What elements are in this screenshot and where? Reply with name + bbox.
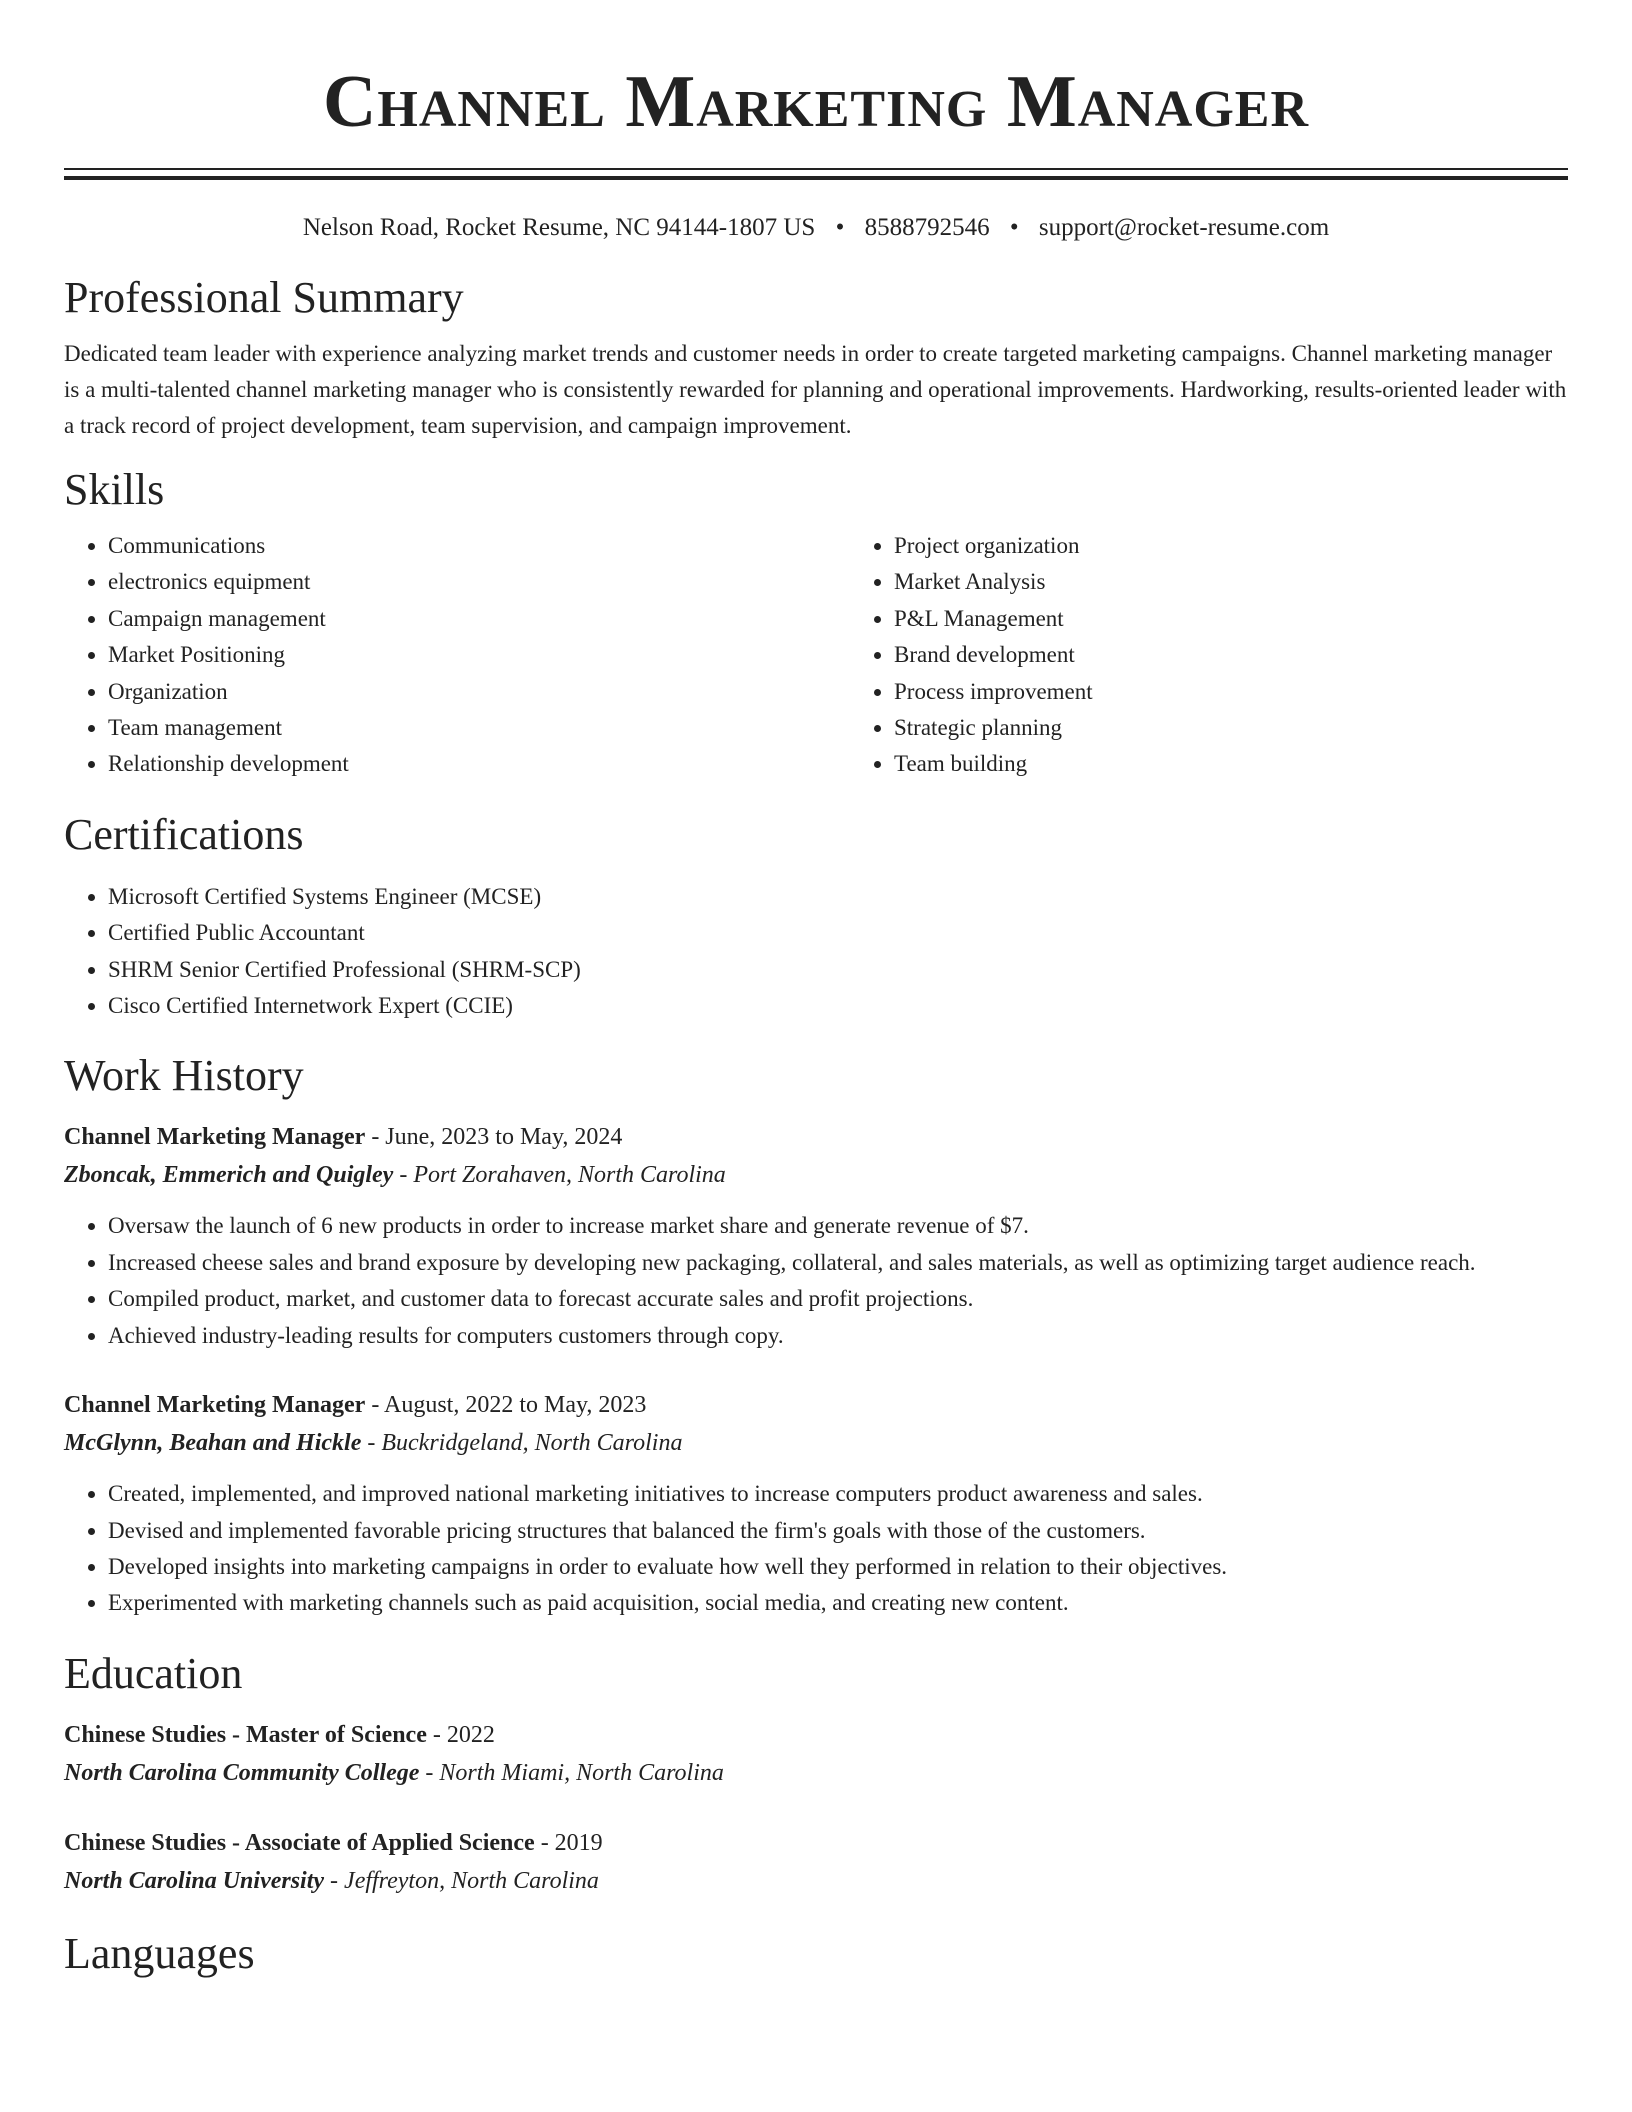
job-bullet: • Created, implemented, and improved national marketing initiatives to increase computers product awareness and sales. — [108, 1476, 1568, 1512]
skill-item: • electronics equipment — [108, 564, 850, 600]
education-degree: Chinese Studies - Master of Science — [64, 1721, 427, 1748]
education-school: North Carolina Community College — [64, 1759, 420, 1786]
job-dates: - June, 2023 to May, 2024 — [371, 1124, 623, 1151]
job-header — [64, 1386, 1568, 1424]
education-location: - North Miami, North Carolina — [425, 1759, 724, 1786]
job-title: Channel Marketing Manager — [64, 1392, 366, 1419]
job-company: Zboncak, Emmerich and Quigley — [64, 1162, 394, 1189]
skill-item: • Market Positioning — [108, 637, 850, 673]
skill-item: • Strategic planning — [894, 710, 1093, 746]
certifications-heading: Certifications — [64, 809, 304, 859]
education-school-line — [64, 1754, 1568, 1792]
skills-list-left — [64, 528, 850, 783]
certification-item: • SHRM Senior Certified Professional (SHRM-SCP) — [108, 952, 1568, 988]
job-entry — [64, 1386, 1568, 1622]
contact-email: support@rocket-resume.com — [1038, 214, 1330, 241]
job-bullet: • Increased cheese sales and brand exposure by developing new packaging, collateral, and sales materials, as well as optimizing target audience reach. — [108, 1245, 1568, 1281]
job-bullet: • Devised and implemented favorable pricing structures that balanced the firm's goals with those of the customers. — [108, 1513, 1568, 1549]
skill-item: • Market Analysis — [894, 564, 1093, 600]
job-entry — [64, 1118, 1568, 1354]
summary-heading: Professional Summary — [64, 273, 464, 322]
education-location: - Jeffreyton, North Carolina — [330, 1867, 599, 1894]
title-divider-thin — [64, 168, 1568, 170]
languages-heading: Languages — [64, 1928, 255, 1978]
education-header — [64, 1716, 1568, 1754]
title-divider-thick — [64, 176, 1568, 180]
contact-separator: • — [835, 214, 845, 241]
certifications-list — [64, 879, 1568, 1025]
job-dates: - August, 2022 to May, 2023 — [371, 1392, 647, 1419]
certification-item: • Cisco Certified Internetwork Expert (CCIE) — [108, 988, 1568, 1024]
skill-item: • Brand development — [894, 637, 1093, 673]
job-location: - Buckridgeland, North Carolina — [367, 1430, 683, 1457]
job-bullet: • Oversaw the launch of 6 new products in order to increase market share and generate revenue of $7. — [108, 1208, 1568, 1244]
job-company: McGlynn, Beahan and Hickle — [64, 1430, 362, 1457]
skill-item: • Communications — [108, 528, 850, 564]
job-header — [64, 1118, 1568, 1156]
certification-item: • Microsoft Certified Systems Engineer (MCSE) — [108, 879, 1568, 915]
job-location: - Port Zorahaven, North Carolina — [399, 1162, 726, 1189]
skill-item: • Project organization — [894, 528, 1093, 564]
skills-list-right — [850, 528, 1093, 783]
education-school-line — [64, 1862, 1568, 1900]
job-employer — [64, 1156, 1568, 1194]
education-year: - 2022 — [432, 1721, 495, 1748]
skill-item: • Process improvement — [894, 674, 1093, 710]
contact-phone: 8588792546 — [864, 214, 990, 241]
job-bullet: • Compiled product, market, and customer data to forecast accurate sales and profit projections. — [108, 1281, 1568, 1317]
job-bullets — [64, 1476, 1568, 1622]
resume-title: Channel Marketing Manager — [322, 61, 1310, 143]
skill-item: • P&L Management — [894, 601, 1093, 637]
certification-item: • Certified Public Accountant — [108, 915, 1568, 951]
job-bullet: • Developed insights into marketing campaigns in order to evaluate how well they performed in relation to their objectives. — [108, 1549, 1568, 1585]
job-bullet: • Achieved industry-leading results for computers customers through copy. — [108, 1318, 1568, 1354]
contact-line — [64, 210, 1568, 246]
skill-item: • Relationship development — [108, 746, 850, 782]
job-title: Channel Marketing Manager — [64, 1124, 366, 1151]
skill-item: • Team management — [108, 710, 850, 746]
skill-item: • Organization — [108, 674, 850, 710]
work-history-heading: Work History — [64, 1051, 304, 1101]
contact-address: Nelson Road, Rocket Resume, NC 94144-1807 US — [302, 214, 816, 241]
contact-separator: • — [1009, 214, 1019, 241]
education-school: North Carolina University — [64, 1867, 325, 1894]
education-header — [64, 1824, 1568, 1862]
job-bullets — [64, 1208, 1568, 1354]
education-entry — [64, 1716, 1568, 1792]
skill-item: • Team building — [894, 746, 1093, 782]
job-employer — [64, 1424, 1568, 1462]
job-bullet: • Experimented with marketing channels such as paid acquisition, social media, and creating new content. — [108, 1585, 1568, 1621]
education-entry — [64, 1824, 1568, 1900]
education-degree: Chinese Studies - Associate of Applied Science — [64, 1829, 535, 1856]
skills-columns — [64, 528, 1568, 783]
education-year: - 2019 — [540, 1829, 603, 1856]
skill-item: • Campaign management — [108, 601, 850, 637]
skills-heading: Skills — [64, 465, 165, 514]
summary-text: Dedicated team leader with experience analyzing market trends and customer needs in order to create targeted marketing campaigns. Channel marketing manager is a multi-talented channel marketing manager who is consistently rewarded for planning and operational improvements. Hardworking, results-oriented leader with a track record of project development, team supervision, and campaign improvement. — [64, 341, 1567, 438]
education-heading: Education — [64, 1648, 243, 1698]
